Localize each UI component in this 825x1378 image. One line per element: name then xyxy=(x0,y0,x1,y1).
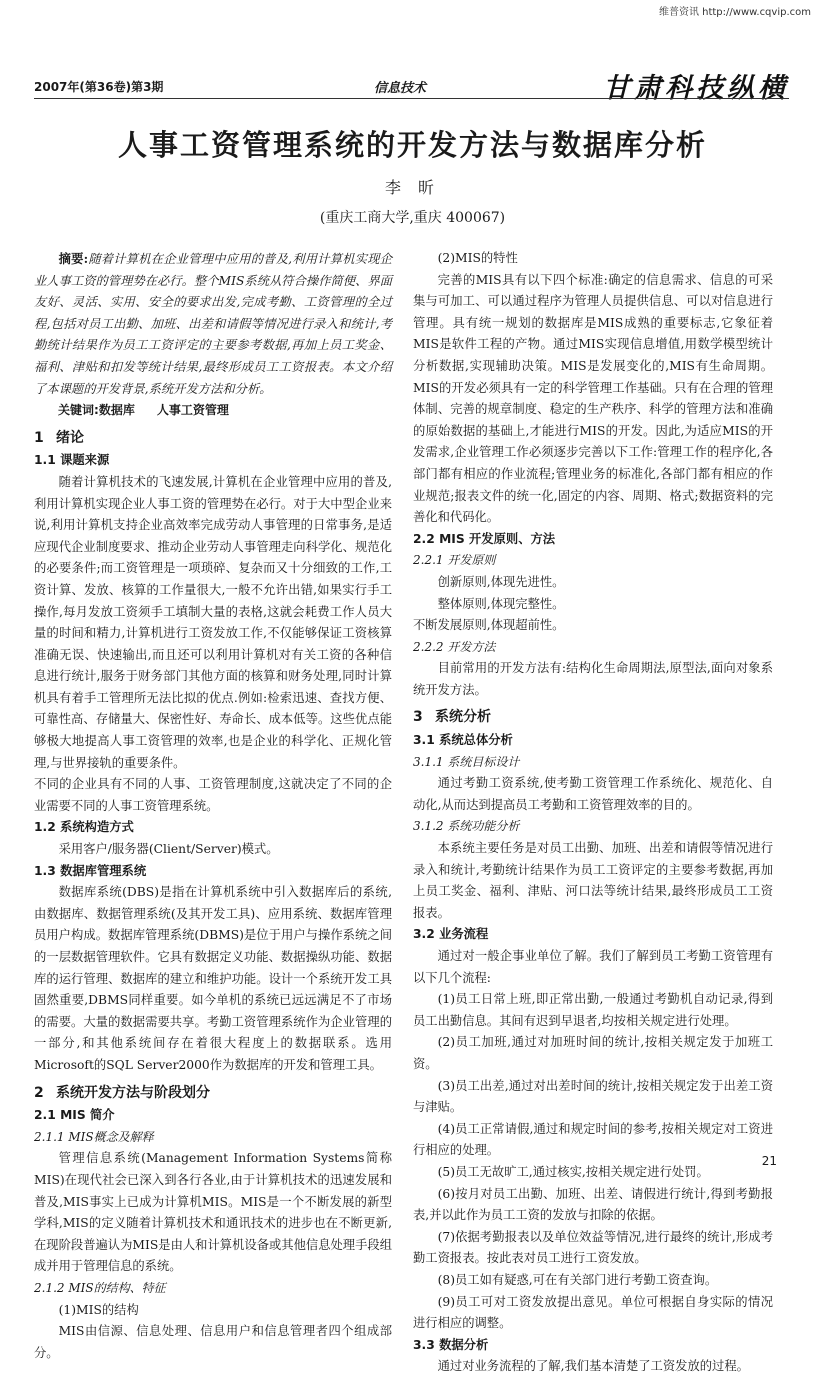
body-paragraph: 管理信息系统(Management Information Systems简称MIS)在现代社会已深入到各行各业,由于计算机技术的迅速发展和普及,MIS事实上已成为计算机MIS。MIS是一个不断发展的新型学科,MIS的定义随着计算机技术和通讯技术的进步也在不断更新,在现阶段普遍认为MIS是由人和计算机设备或其他信息处理手段组成并用于管理信息的系统。 xyxy=(34,1151,392,1274)
body-paragraph: (2)员工加班,通过对加班时间的统计,按相关规定发于加班工资。 xyxy=(413,1035,773,1071)
subsection-heading: 1.2 系统构造方式 xyxy=(34,820,134,835)
subsection-heading: 2.2 MIS 开发原则、方法 xyxy=(413,531,556,546)
section-heading xyxy=(34,1083,392,1105)
body-paragraph: MIS由信源、信息处理、信息用户和信息管理者四个组成部分。 xyxy=(34,1324,392,1360)
body-paragraph: 完善的MIS具有以下四个标准:确定的信息需求、信息的可采集与可加工、可以通过程序为管理人员提供信息、可以对信息进行管理。具有统一规划的数据库是MIS成熟的重要标志,它象征着MIS是软件工程的产物。通过MIS实现信息增值,用数学模型统计分析数据,实现辅助决策。MIS是发展变化的,MIS有生命周期。MIS的开发必须具有一定的科学管理工作基础。只有在合理的管理体制、完善的规章制度、稳定的生产秩序、科学的管理方法和准确的原始数据的基础上,才能进行MIS的开发。因此,为适应MIS的开发需求,企业管理工作必须逐步完善以下工作:管理工作的程序化,各部门都有相应的作业流程;管理业务的标准化,各部门都有相应的作业规范;报表文件的统一化,固定的内容、周期、格式;数据资料的完善化和代码化。 xyxy=(413,272,773,525)
body-paragraph: 本系统主要任务是对员工出勤、加班、出差和请假等情况进行录入和统计,考勤统计结果作为员工工资评定的主要参考数据,再加上员工奖金、福利、津贴、河口法等统计结果,最终形成员工工资报表。 xyxy=(413,841,773,920)
body-paragraph: 通过考勤工资系统,使考勤工资管理工作系统化、规范化、自动化,从而达到提高员工考勤和工资管理效率的目的。 xyxy=(413,776,773,812)
left-column xyxy=(34,248,392,1364)
abstract-text: 随着计算机在企业管理中应用的普及,利用计算机实现企业人事工资的管理势在必行。整个MIS系统从符合操作简便、界面友好、灵活、实用、安全的要求出发,完成考勤、工资管理的全过程,包括对员工出勤、加班、出差和请假等情况进行录入和统计,考勤统计结果作为员工工资评定的主要参考数据,再加上员工奖金、福利、津贴和扣发等统计结果,最终形成员工工资报表。本文介绍了本课题的开发背景,系统开发方法和分析。 xyxy=(34,252,392,396)
body-paragraph: 整体原则,体现完整性。 xyxy=(437,596,565,611)
section-title: 系统开发方法与阶段划分 xyxy=(56,1084,210,1101)
body-paragraph: 目前常用的开发方法有:结构化生命周期法,原型法,面向对象系统开发方法。 xyxy=(413,661,773,697)
section-number: 2 xyxy=(34,1084,44,1101)
body-paragraph: 通过对业务流程的了解,我们基本清楚了工资发放的过程。 xyxy=(437,1359,749,1374)
paper-title: 人事工资管理系统的开发方法与数据库分析 xyxy=(117,128,707,162)
body-paragraph: 不断发展原则,体现超前性。 xyxy=(413,618,565,633)
journal-logo: 甘肃科技纵横 xyxy=(603,73,789,104)
subsubsection-heading: 2.2.2 开发方法 xyxy=(413,639,496,654)
section-title: 系统分析 xyxy=(435,709,491,726)
body-paragraph: (1)员工日常上班,即正常出勤,一般通过考勤机自动记录,得到员工出勤信息。其间有迟到早退者,均按相关规定进行处理。 xyxy=(413,992,773,1028)
abstract-label: 摘要: xyxy=(58,251,89,266)
body-paragraph: (3)员工出差,通过对出差时间的统计,按相关规定发于出差工资与津贴。 xyxy=(413,1078,773,1115)
body-paragraph: 数据库系统(DBS)是指在计算机系统中引入数据库后的系统,由数据库、数据管理系统(及其开发工具)、应用系统、数据库管理员用户构成。数据库管理系统(DBMS)是位于用户与操作系统之间的一层数据管理软件。它具有数据定义功能、数据操纵功能、数据库的运行管理、数据库的建立和维护功能。设计一个系统开发工具固然重要,DBMS同样重要。如今单机的系统已远远满足不了市场的需要。大量的数据需要共享。考勤工资管理系统作为企业管理的一部分,和其他系统间存在着很大程度上的数据联系。选用Microsoft的SQL Server2000作为数据库的开发和管理工具。 xyxy=(34,885,392,1072)
right-body xyxy=(413,248,773,1378)
body-paragraph: 通过对一般企事业单位了解。我们了解到员工考勤工资管理有以下几个流程: xyxy=(413,949,773,985)
body-paragraph: (9)员工可对工资发放提出意见。单位可根据自身实际的情况进行相应的调整。 xyxy=(413,1294,773,1331)
subsection-heading: 3.2 业务流程 xyxy=(413,927,489,942)
body-paragraph: 不同的企业具有不同的人事、工资管理制度,这就决定了不同的企业需要不同的人事工资管理系统。 xyxy=(34,777,392,813)
body-paragraph: (2)MIS的特性 xyxy=(437,251,518,265)
keyword: 人事工资管理 xyxy=(156,403,229,418)
issue-label: 2007年(第36卷)第3期 xyxy=(34,80,164,94)
subsection-heading: 1.1 课题来源 xyxy=(34,453,110,468)
section-heading xyxy=(413,707,773,729)
section-title: 绪论 xyxy=(56,429,84,446)
header-rule xyxy=(34,98,789,99)
section-number: 1 xyxy=(34,429,44,446)
body-paragraph: (7)依据考勤报表以及单位效益等情况,进行最终的统计,形成考勤工资报表。按此表对员工进行工资发放。 xyxy=(413,1229,773,1266)
watermark: 维普资讯 http://www.cqvip.com xyxy=(658,7,811,18)
page-number: 21 xyxy=(761,1154,777,1168)
subsection-heading: 3.3 数据分析 xyxy=(413,1337,489,1352)
body-paragraph: (1)MIS的结构 xyxy=(58,1302,139,1317)
body-paragraph: 创新原则,体现先进性。 xyxy=(437,574,565,589)
subsection-heading: 2.1 MIS 简介 xyxy=(34,1108,115,1123)
subsubsection-heading: 3.1.1 系统目标设计 xyxy=(413,754,520,769)
subsubsection-heading: 2.2.1 开发原则 xyxy=(413,553,496,568)
subsection-heading: 1.3 数据库管理系统 xyxy=(34,863,147,878)
subsubsection-heading: 2.1.2 MIS的结构、特征 xyxy=(34,1280,166,1295)
body-paragraph: (5)员工无故旷工,通过核实,按相关规定进行处罚。 xyxy=(437,1164,709,1179)
keywords xyxy=(34,400,392,422)
subsubsection-heading: 3.1.2 系统功能分析 xyxy=(413,819,520,834)
section-label: 信息技术 xyxy=(374,81,427,96)
right-column xyxy=(413,248,773,1378)
body-paragraph: (4)员工正常请假,通过和规定时间的参考,按相关规定对工资进行相应的处理。 xyxy=(413,1121,773,1158)
left-body xyxy=(34,428,392,1365)
affiliation: (重庆工商大学,重庆 400067) xyxy=(319,210,506,226)
subsection-heading: 3.1 系统总体分析 xyxy=(413,733,513,748)
keywords-label: 关键词: xyxy=(58,403,99,418)
author-name: 李 昕 xyxy=(384,178,441,197)
body-paragraph: (8)员工如有疑惑,可在有关部门进行考勤工资查询。 xyxy=(437,1272,718,1287)
body-paragraph: 随着计算机技术的飞速发展,计算机在企业管理中应用的普及,利用计算机实现企业人事工资的管理势在必行。对于大中型企业来说,利用计算机支持企业高效率完成劳动人事管理的日常事务,是适应现代企业制度要求、推动企业劳动人事管理走向科学化、规范化的必要条件;而工资管理是一项琐碎、复杂而又十分细致的工作,工资计算、发放、核算的工作量很大,一般不允许出错,如果实行手工操作,每月发放工资须手工填制大量的表格,这就会耗费工作人员大量的时间和精力,计算机进行工资发放工作,不仅能够保证工资核算准确无误、快速输出,而且还可以利用计算机对有关工资的各种信息进行统计,服务于财务部门其他方面的核算和财务处理,同时计算机具有着手工管理所无法比拟的优点.例如:检索迅速、查找方便、可靠性高、存储量大、保密性好、寿命长、成本低等。这些优点能够极大地提高人事工资管理的效率,也是企业的科学化、正规化管理,与世界接轨的重要条件。 xyxy=(34,474,392,770)
running-header xyxy=(34,72,789,102)
section-number: 3 xyxy=(413,709,423,726)
subsubsection-heading: 2.1.1 MIS概念及解释 xyxy=(34,1129,154,1144)
keyword: 数据库 xyxy=(98,403,135,418)
body-paragraph: 采用客户/服务器(Client/Server)模式。 xyxy=(58,842,279,857)
body-paragraph: (6)按月对员工出勤、加班、出差、请假进行统计,得到考勤报表,并以此作为员工工资的发放与扣除的依据。 xyxy=(413,1186,773,1223)
section-heading xyxy=(34,428,392,450)
abstract xyxy=(34,248,392,400)
